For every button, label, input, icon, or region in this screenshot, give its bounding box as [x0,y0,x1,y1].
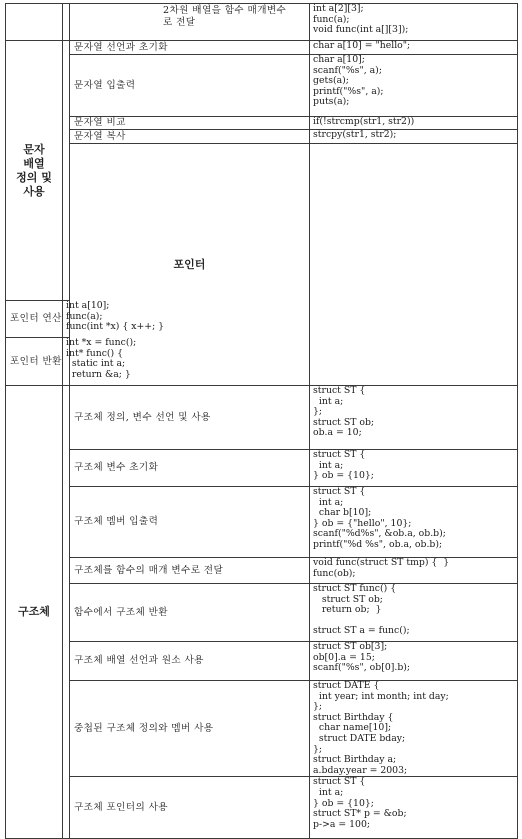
code-cell: char a[10] = "hello"; [310,41,518,55]
code-cell: struct ST { int a; } ob = {10}; [310,450,518,487]
reference-table [5,3,518,839]
table-row [6,386,518,450]
table-row [6,681,518,777]
item-cell: 포인터 반환 [6,338,63,386]
item-cell: 구조체 정의, 변수 선언 및 사용 [70,386,310,450]
item-cell: 문자열 선언과 초기화 [70,41,310,55]
table-row [6,450,518,487]
spacer-cell [310,144,518,386]
table-row [6,642,518,681]
code-cell: void func(struct ST tmp) { } func(ob); [310,558,518,584]
item-cell: 문자열 비교 [70,117,310,130]
spacer-cell [63,386,70,839]
category-struct: 구조체 [6,386,63,839]
item-cell: 구조체 변수 초기화 [70,450,310,487]
item-cell: 문자열 입출력 [70,55,310,117]
table-row [6,487,518,558]
code-cell: struct DATE { int year; int month; int day; }; struct Birthday { char name[10]; struct DATE bday; }; struct Birthday a; a.bday.year = 2003; [310,681,518,777]
category-string: 문자 배열 정의 및 사용 [6,41,63,301]
code-cell: struct ST ob[3]; ob[0].a = 15; scanf("%s", ob[0].b); [310,642,518,681]
table-row [6,41,518,55]
code-cell: struct ST { int a; }; struct ST ob; ob.a = 10; [310,386,518,450]
spacer-cell [63,4,70,41]
item-cell: 포인터 연산 [6,301,63,338]
table-row [6,558,518,584]
code-cell: if(!strcmp(str1, str2)) [310,117,518,130]
code-cell: int a[10]; func(a); func(int *x) { x++; } [63,301,70,338]
item-cell: 2차원 배열을 함수 매개변수 로 전달 [70,4,310,41]
item-cell: 구조체를 함수의 매개 변수로 전달 [70,558,310,584]
item-cell: 구조체 멤버 입출력 [70,487,310,558]
item-cell: 문자열 복사 [70,130,310,144]
item-cell: 구조체 배열 선언과 원소 사용 [70,642,310,681]
code-cell: struct ST func() { struct ST ob; return ob; } struct ST a = func(); [310,584,518,642]
table-row [6,130,518,144]
code-cell: struct ST { int a; } ob = {10}; struct ST* p = &ob; p->a = 100; [310,777,518,839]
code-cell: int a[2][3]; func(a); void func(int a[][3]); [310,4,518,41]
table-row [6,144,518,301]
item-cell: 구조체 포인터의 사용 [70,777,310,839]
item-cell: 중첩된 구조체 정의와 멤버 사용 [70,681,310,777]
code-cell: char a[10]; scanf("%s", a); gets(a); printf("%s", a); puts(a); [310,55,518,117]
table-row [6,584,518,642]
table-row [6,117,518,130]
category-pointer: 포인터 [70,144,310,386]
category-cell-empty [6,4,63,41]
code-cell: int *x = func(); int* func() { static int a; return &a; } [63,338,70,386]
spacer-cell [63,41,70,301]
table-row [6,4,518,41]
table-row [6,55,518,117]
item-cell: 함수에서 구조체 반환 [70,584,310,642]
code-cell: strcpy(str1, str2); [310,130,518,144]
table-row [6,777,518,839]
code-cell: struct ST { int a; char b[10]; } ob = {"hello", 10}; scanf("%d%s", &ob.a, ob.b); printf("%d %s", ob.a, ob.b); [310,487,518,558]
